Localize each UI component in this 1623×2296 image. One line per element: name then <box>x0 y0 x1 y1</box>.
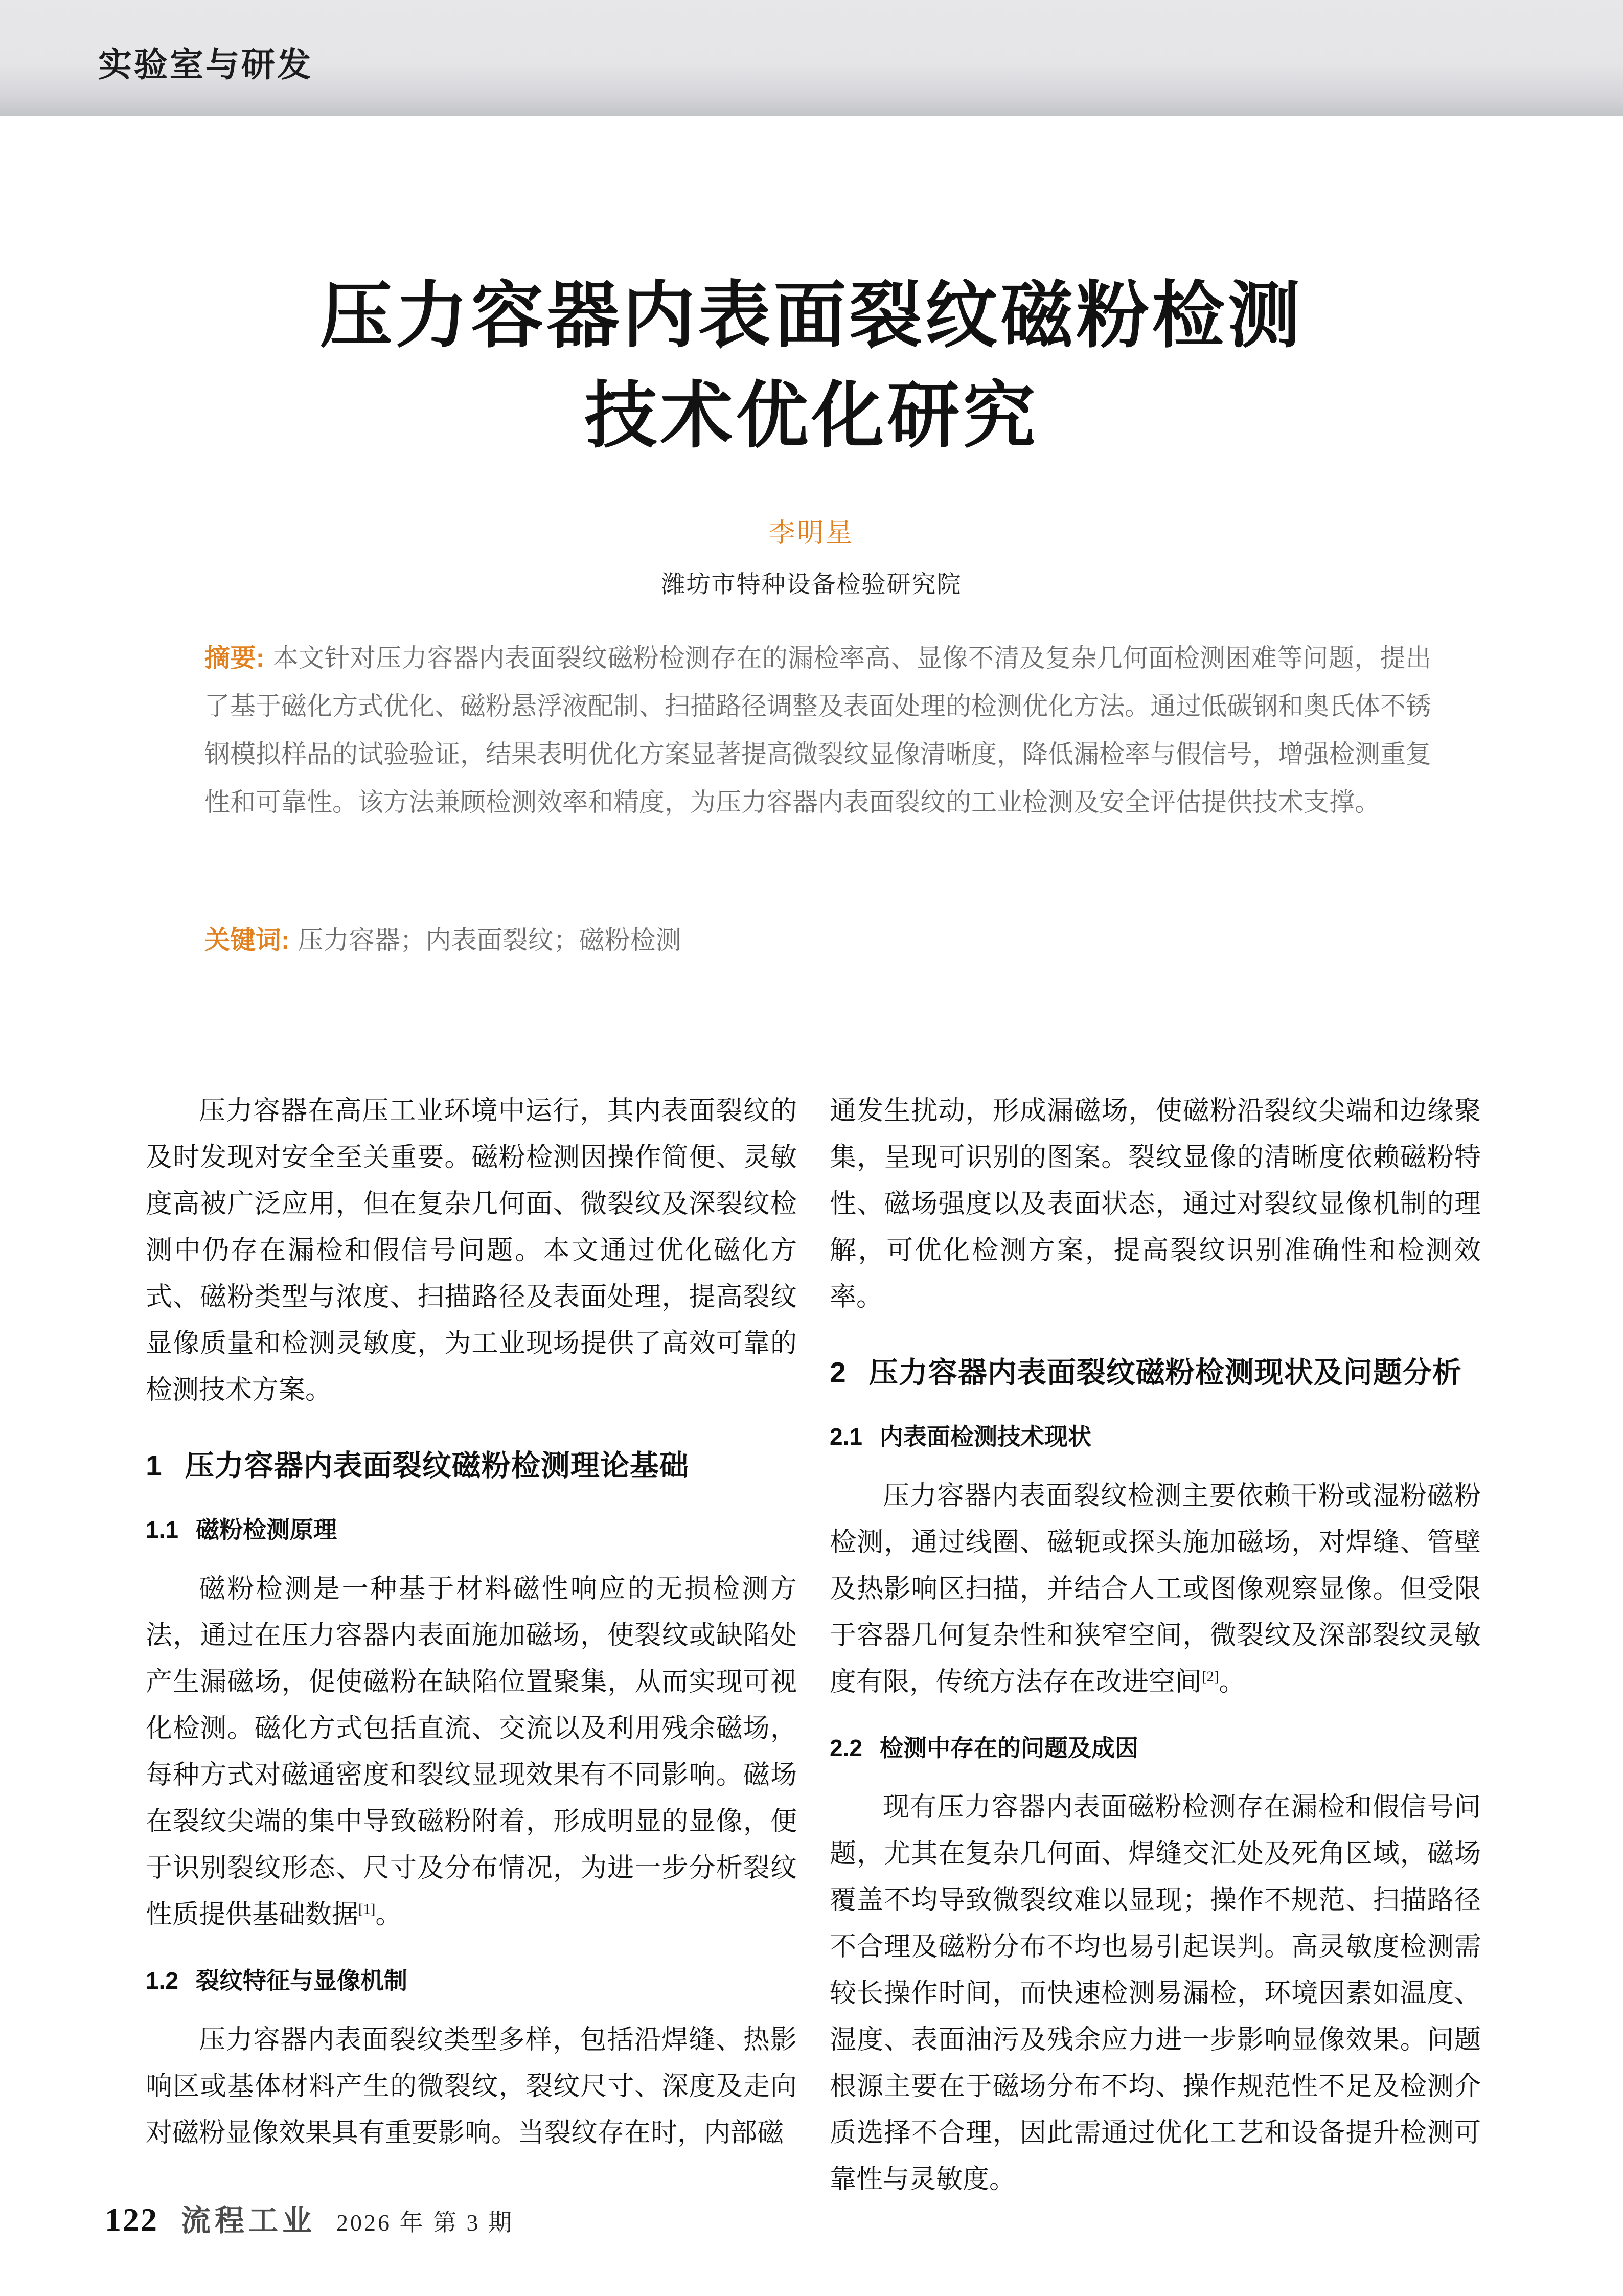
section-1-title: 压力容器内表面裂纹磁粉检测理论基础 <box>185 1449 689 1482</box>
right-column <box>830 1088 1481 2203</box>
keywords-text: 压力容器；内表面裂纹；磁粉检测 <box>298 926 681 954</box>
section-1-1-title: 磁粉检测原理 <box>195 1516 337 1543</box>
paragraph-2-1-text: 压力容器内表面裂纹检测主要依赖干粉或湿粉磁粉检测，通过线圈、磁轭或探头施加磁场，对焊缝、管壁及热影响区扫描，并结合人工或图像观察显像。但受限于容器几何复杂性和狭窄空间，微裂纹及深部裂纹灵敏度有限，传统方法存在改进空间 <box>830 1482 1481 1697</box>
paragraph-1-2: 压力容器内表面裂纹类型多样，包括沿焊缝、热影响区或基体材料产生的微裂纹，裂纹尺寸、深度及走向对磁粉显像效果具有重要影响。当裂纹存在时，内部磁 <box>146 2026 797 2148</box>
keywords-label: 关键词: <box>204 926 290 954</box>
section-2-1-number: 2.1 <box>830 1423 862 1450</box>
paragraph-1-1-tail: 。 <box>375 1900 402 1929</box>
paragraph-2-1-tail: 。 <box>1219 1668 1246 1697</box>
section-1-heading <box>146 1444 797 1487</box>
journal-name: 流程工业 <box>181 2204 316 2237</box>
paragraph-1-2-continued: 通发生扰动，形成漏磁场，使磁粉沿裂纹尖端和边缘聚集，呈现可识别的图案。裂纹显像的清晰度依赖磁粉特性、磁场强度以及表面状态，通过对裂纹显像机制的理解，可优化检测方案，提高裂纹识别准确性和检测效率。 <box>830 1097 1481 1312</box>
section-2-heading <box>830 1351 1481 1394</box>
article-title <box>0 266 1623 466</box>
section-2-2-number: 2.2 <box>830 1735 862 1761</box>
article-title-line2: 技术优化研究 <box>584 375 1039 457</box>
left-column <box>146 1088 797 2203</box>
paragraph-2-2: 现有压力容器内表面磁粉检测存在漏检和假信号问题，尤其在复杂几何面、焊缝交汇处及死角区域，磁场覆盖不均导致微裂纹难以显现；操作不规范、扫描路径不合理及磁粉分布不均也易引起误判。高灵敏度检测需较长操作时间，而快速检测易漏检，环境因素如温度、湿度、表面油污及残余应力进一步影响显像效果。问题根源主要在于磁场分布不均、操作规范性不足及检测介质选择不合理，因此需通过优化工艺和设备提升检测可靠性与灵敏度。 <box>830 1793 1481 2194</box>
page-number: 122 <box>105 2201 158 2238</box>
paragraph-2-1 <box>830 1473 1481 1706</box>
reference-2: [2] <box>1202 1669 1219 1685</box>
reference-1: [1] <box>358 1901 376 1918</box>
section-2-2-title: 检测中存在的问题及成因 <box>879 1735 1138 1761</box>
abstract-block <box>204 634 1431 826</box>
section-1-2-title: 裂纹特征与显像机制 <box>195 1967 407 1994</box>
issue-info: 2026 年 第 3 期 <box>336 2210 514 2236</box>
keywords-block <box>204 916 1431 964</box>
intro-paragraph: 压力容器在高压工业环境中运行，其内表面裂纹的及时发现对安全至关重要。磁粉检测因操作简便、灵敏度高被广泛应用，但在复杂几何面、微裂纹及深裂纹检测中仍存在漏检和假信号问题。本文通过优化磁化方式、磁粉类型与浓度、扫描路径及表面处理，提高裂纹显像质量和检测灵敏度，为工业现场提供了高效可靠的检测技术方案。 <box>146 1097 797 1405</box>
section-1-1-heading <box>146 1513 797 1547</box>
page-footer <box>105 2196 514 2239</box>
author-affiliation: 潍坊市特种设备检验研究院 <box>661 572 962 598</box>
section-1-number: 1 <box>146 1449 163 1482</box>
paragraph-1-1-text: 磁粉检测是一种基于材料磁性响应的无损检测方法，通过在压力容器内表面施加磁场，使裂纹或缺陷处产生漏磁场，促使磁粉在缺陷位置聚集，从而实现可视化检测。磁化方式包括直流、交流以及利用残余磁场，每种方式对磁通密度和裂纹显现效果有不同影响。磁场在裂纹尖端的集中导致磁粉附着，形成明显的显像，便于识别裂纹形态、尺寸及分布情况，为进一步分析裂纹性质提供基础数据 <box>146 1575 797 1929</box>
author-name: 李明星 <box>768 518 855 548</box>
section-1-2-heading <box>146 1964 797 1997</box>
section-2-number: 2 <box>830 1356 847 1389</box>
section-label: 实验室与研发 <box>98 46 313 83</box>
article-title-line1: 压力容器内表面裂纹磁粉检测 <box>319 275 1304 356</box>
section-1-1-number: 1.1 <box>146 1516 178 1543</box>
section-2-2-heading <box>830 1731 1481 1765</box>
abstract-label: 摘要: <box>204 644 265 672</box>
section-2-1-title: 内表面检测技术现状 <box>879 1423 1091 1450</box>
abstract-text: 本文针对压力容器内表面裂纹磁粉检测存在的漏检率高、显像不清及复杂几何面检测困难等问题，提出了基于磁化方式优化、磁粉悬浮液配制、扫描路径调整及表面处理的检测优化方法。通过低碳钢和奥氏体不锈钢模拟样品的试验验证，结果表明优化方案显著提高微裂纹显像清晰度，降低漏检率与假信号，增强检测重复性和可靠性。该方法兼顾检测效率和精度，为压力容器内表面裂纹的工业检测及安全评估提供技术支撑。 <box>204 644 1431 816</box>
page-header <box>0 0 1623 116</box>
paragraph-1-1 <box>146 1566 797 1938</box>
section-2-1-heading <box>830 1420 1481 1453</box>
article-body <box>146 1088 1481 2203</box>
section-2-title: 压力容器内表面裂纹磁粉检测现状及问题分析 <box>868 1356 1462 1389</box>
section-1-2-number: 1.2 <box>146 1967 178 1994</box>
